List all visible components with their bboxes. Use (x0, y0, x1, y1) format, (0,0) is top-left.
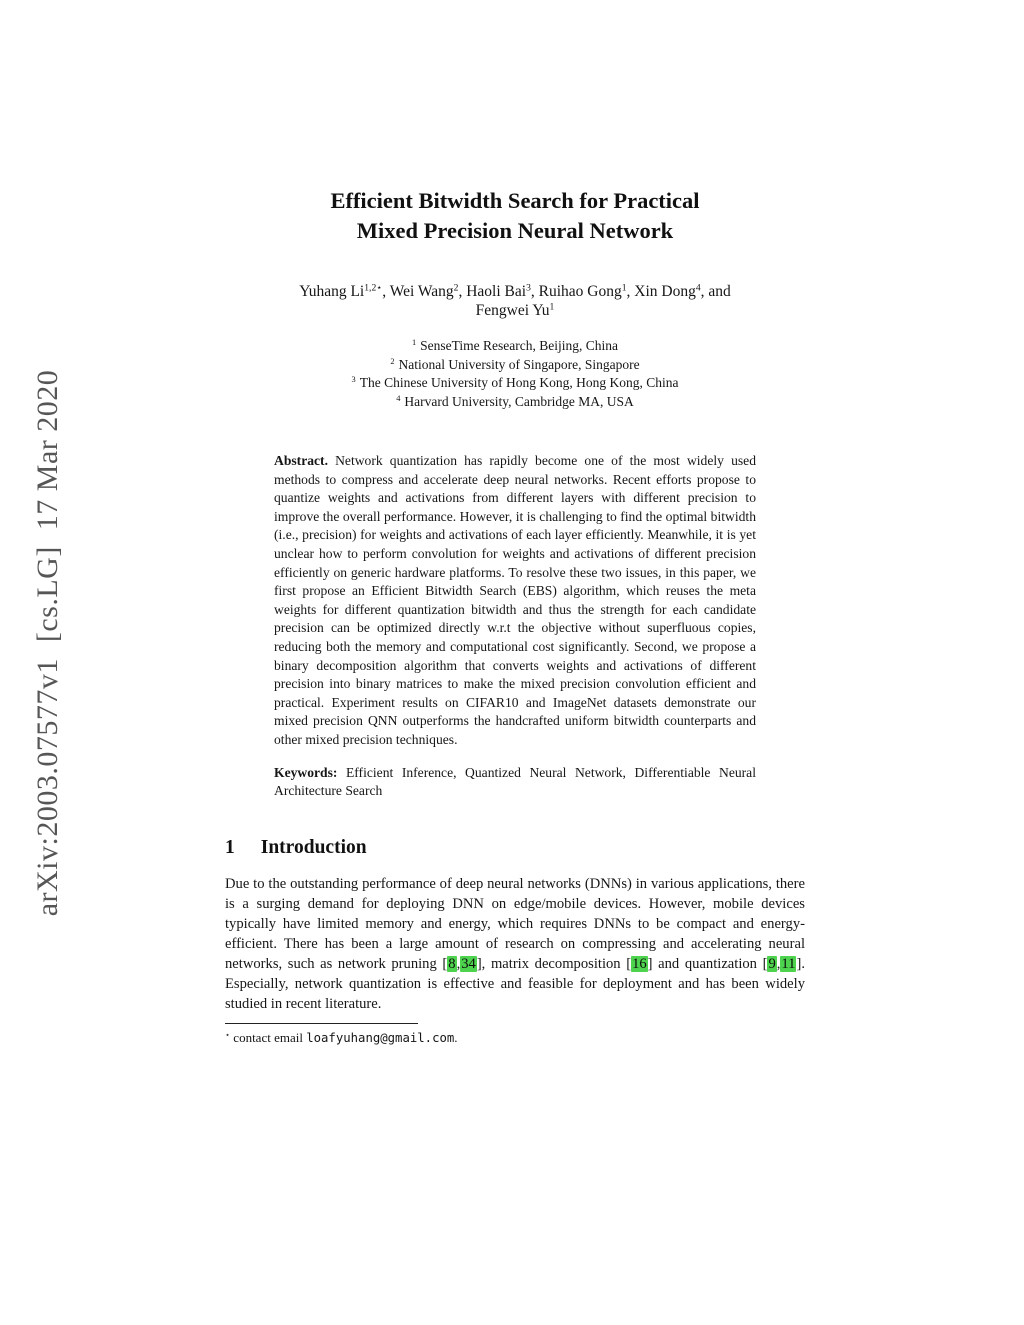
affiliation-marker: 4 (396, 393, 401, 403)
keywords-paragraph (274, 764, 756, 801)
affiliation-name: National University of Singapore, Singapore (398, 356, 640, 372)
superscript-marker: 1,2⋆ (364, 282, 383, 294)
author-line-2: Fengwei Yu$^1$ (475, 301, 555, 319)
affiliation-name: Harvard University, Cambridge MA, USA (404, 393, 634, 409)
superscript-marker: 1 (549, 301, 555, 313)
superscript-marker: 2 (453, 282, 459, 294)
arxiv-watermark: arXiv:2003.07577v1 [cs.LG] 17 Mar 2020 (31, 369, 64, 917)
affiliation-marker: 3 (351, 375, 356, 385)
affiliation-item (225, 374, 805, 393)
author-line-1: Yuhang $Li^{1,2⋆}$, Wei Wang$^2$, Haoli Bai$^3$, Ruihao Gong$^1$, Xin Dong$^4$, and (299, 282, 731, 300)
affiliation-name: SenseTime Research, Beijing, China (420, 338, 619, 353)
section-number: 1 (225, 836, 235, 858)
citation-link[interactable]: 11 (781, 955, 796, 972)
keywords-text: Efficient Inference, Quantized Neural Network, Differentiable Neural Architecture Search (274, 764, 756, 799)
abstract-text: Network quantization has rapidly become one of the most widely used methods to compress and accelerate deep neural networks. Recent efforts propose to quantize weights and activations from different layers with different precision to improve the overall performance. However, it is challenging to find the optimal bitwidth (i.e., precision) for weights and activations of each layer efficiently. Meanwhile, it is yet unclear how to perform convolution for weights and activations of different precision efficiently on generic hardware platforms. To resolve these two issues, in this paper, we first propose an Efficient Bitwidth Search (EBS) algorithm, which reuses the meta weights for different quantization bitwidth and thus the strength for each candidate precision can be optimized directly w.r.t the objective without superfluous copies, reducing both the memory and computational cost significantly. Second, we propose a binary decomposition algorithm that converts weights and activations of different precision into binary matrices to make the mixed precision convolution efficient and practical. Experiment results on CIFAR10 and ImageNet datasets demonstrate our mixed precision QNN outperforms the handcrafted uniform bitwidth counterparts and other mixed precision techniques. (274, 453, 756, 747)
intro-paragraph: Due to the outstanding performance of deep neural networks (DNNs) in various applications, there is a surging demand for deploying DNN on edge/mobile devices. However, mobile devices typically have limited memory and energy, which requires DNNs to be compact and energy-efficient. There has been a large amount of research on compressing and accelerating neural networks, such as network pruning [8,34], matrix decomposition [16] and quantization [9,11]. Especially, network quantization is effective and feasible for deployment and has been widely studied in recent literature. (225, 875, 805, 1012)
superscript-marker: 4 (695, 282, 701, 294)
superscript-marker: ⋆ (225, 1030, 231, 1040)
affiliation-marker: 1 (411, 338, 417, 348)
section-title: Introduction (260, 836, 367, 858)
abstract-label: Abstract. (274, 453, 328, 468)
affiliation-name: The Chinese University of Hong Kong, Hong Kong, China (359, 375, 679, 390)
abstract-paragraph (274, 452, 756, 750)
paper-title-line2: Mixed Precision Neural Network (356, 218, 674, 243)
affiliation-item (225, 356, 805, 375)
footnote-email: loafyuhang@gmail.com (306, 1030, 455, 1045)
citation-link[interactable]: 9 (768, 955, 776, 972)
affiliation-marker: 2 (390, 356, 395, 366)
citation-link[interactable]: 16 (632, 955, 647, 972)
affiliation-item (225, 393, 805, 412)
footnote: ⋆ contact email loafyuhang@gmail.com. (225, 1029, 458, 1045)
affiliation-item (225, 337, 805, 356)
paper-title (225, 186, 805, 246)
paper-title-line1: Efficient Bitwidth Search for Practical (330, 188, 700, 213)
keywords-label: Keywords: (274, 764, 338, 780)
affiliation-list (225, 337, 805, 411)
author-list (225, 282, 805, 320)
superscript-marker: 1 (621, 282, 627, 294)
superscript-marker: 3 (526, 282, 531, 294)
footnote-rule (225, 1023, 418, 1024)
section-heading-introduction (225, 837, 805, 859)
citation-link[interactable]: 8 (448, 955, 456, 972)
paper-content (225, 186, 805, 1047)
citation-link[interactable]: 34 (461, 955, 476, 972)
